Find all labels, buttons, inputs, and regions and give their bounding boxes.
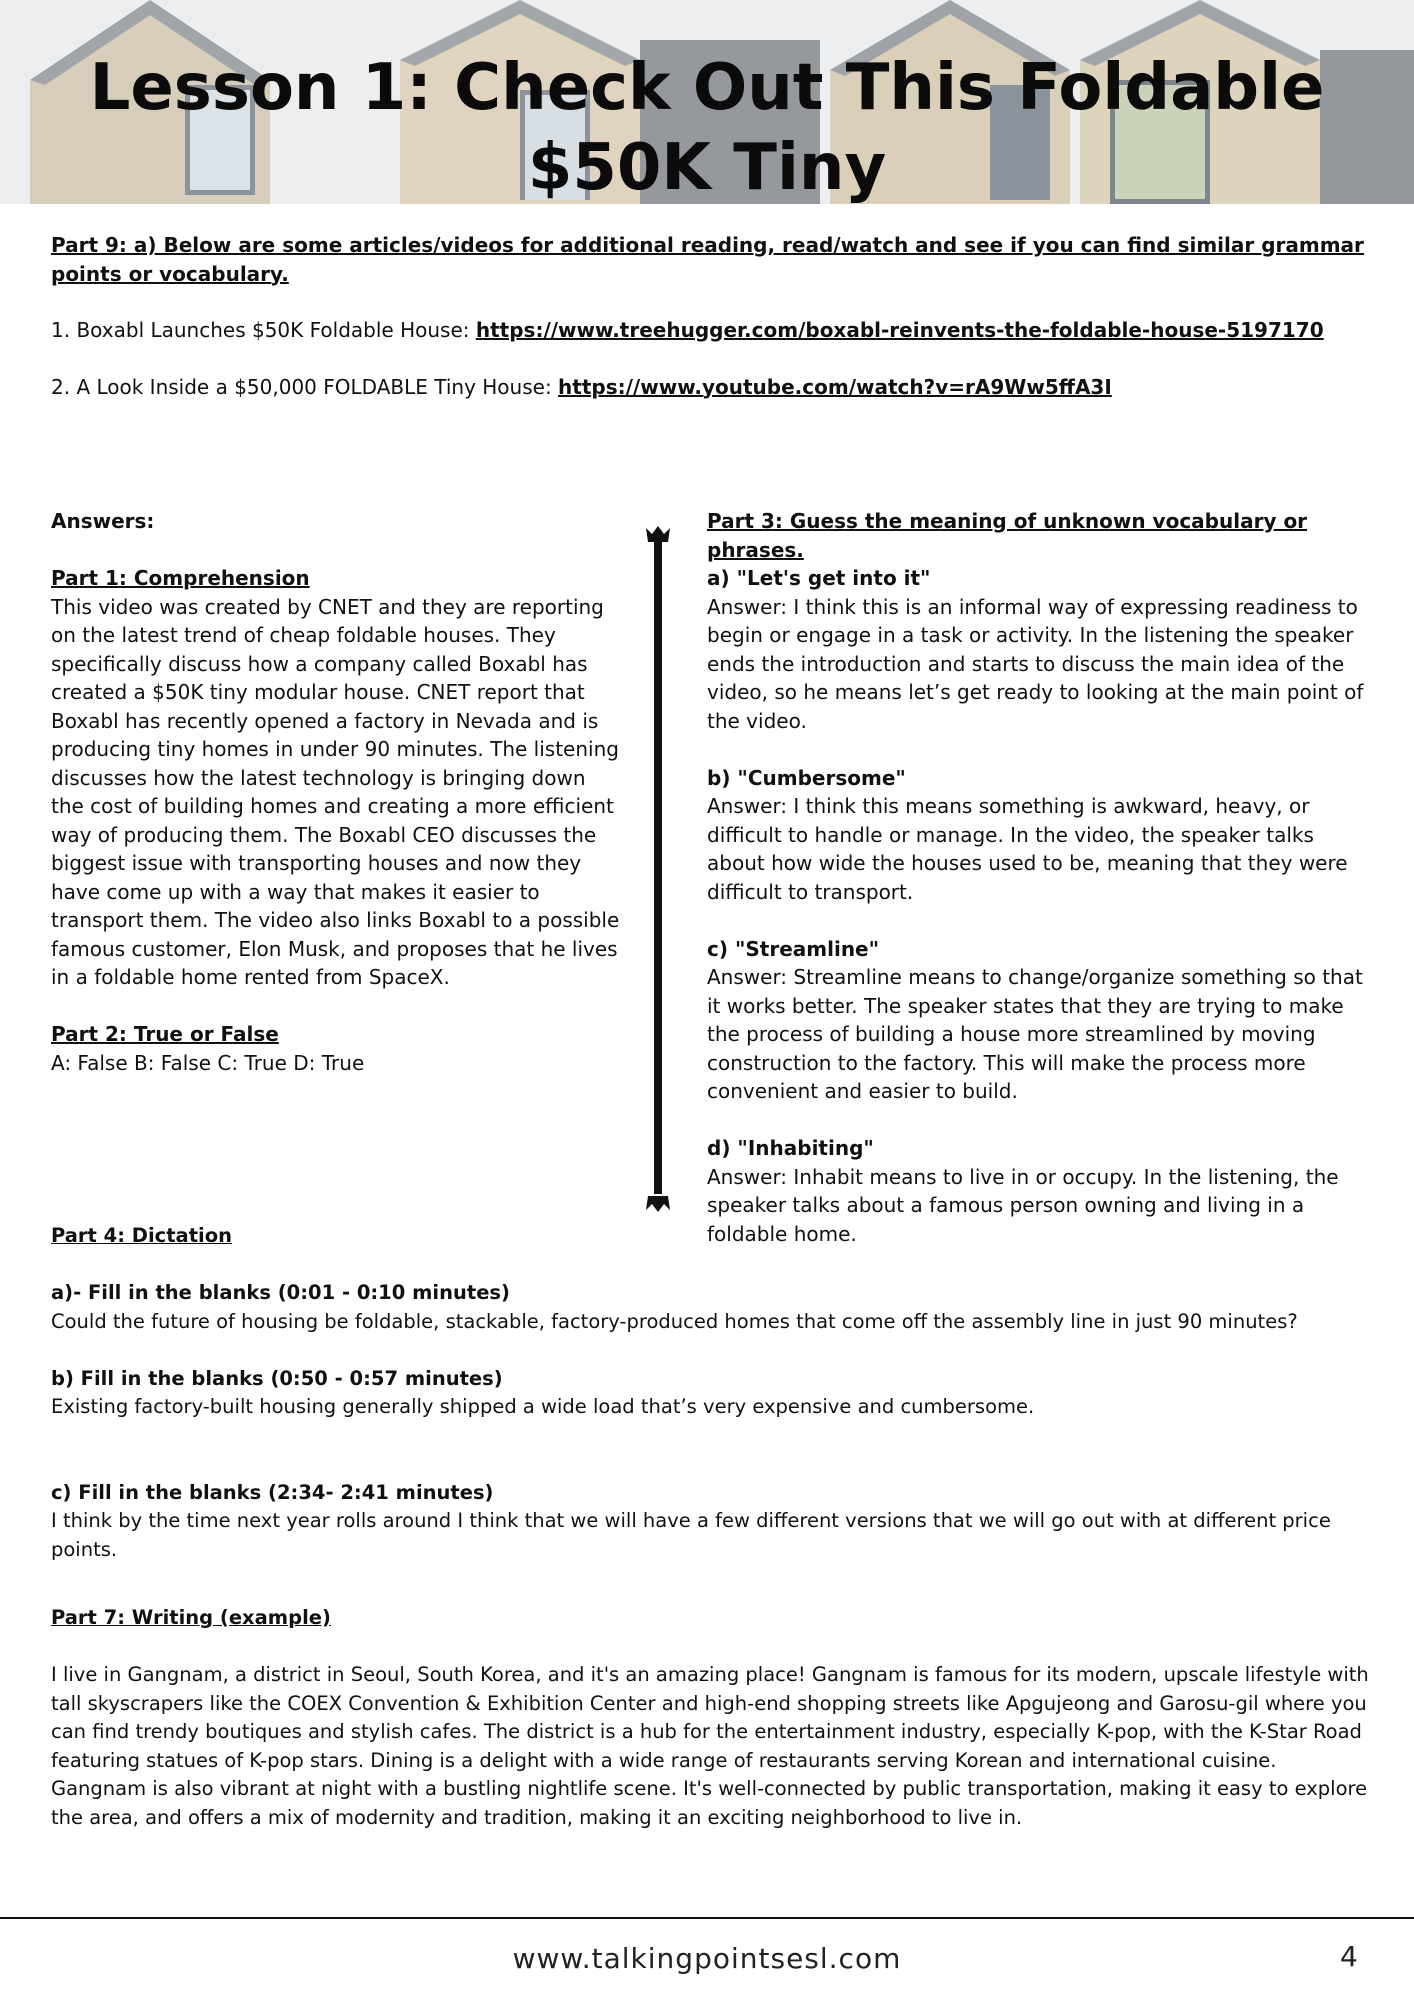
- part7-heading: Part 7: Writing (example): [51, 1606, 331, 1629]
- part7-text: I live in Gangnam, a district in Seoul, South Korea, and it's an amazing place! Gangnam is famous for its modern, upscale lifestyle with tall skyscrapers like the COEX Convention & Exhibition Center and high-end shopping streets like Apgujeong and Garosu-gil where you can find trendy boutiques and stylish cafes. The district is a hub for the entertainment industry, especially K-pop, with the K-Star Road featuring statues of K-pop stars. Dining is a delight with a wide range of restaurants serving Korean and international cuisine. Gangnam is also vibrant at night with a bustling nightlife scene. It's well-connected by public transportation, making it easy to explore the area, and offers a mix of modernity and tradition, making it an exciting neighborhood to live in.: [51, 1663, 1369, 1829]
- part9-item-1: [51, 316, 1371, 345]
- part1-text: This video was created by CNET and they are reporting on the latest trend of cheap foldable houses. They specifically discuss how a company called Boxabl has created a $50K tiny modular house. CNET report that Boxabl has recently opened a factory in Nevada and is producing tiny homes in under 90 minutes. The listening discusses how the latest technology is bringing down the cost of building homes and creating a more efficient way of producing them. The Boxabl CEO discusses the biggest issue with transporting houses and now they have come up with a way that makes it easier to transport them. The video also links Boxabl to a possible famous customer, Elon Musk, and proposes that he lives in a foldable home rented from SpaceX.: [51, 594, 620, 989]
- part3-answer-c: Answer: Streamline means to change/organize something so that it works better. The speaker states that they are trying to make the process of building a house more streamlined by moving construction to the factory. This will make the process more convenient and easier to build.: [707, 965, 1363, 1103]
- treehugger-link[interactable]: https://www.treehugger.com/boxabl-reinvents-the-foldable-house-5197170: [475, 318, 1324, 342]
- part2-text: A: False B: False C: True D: True: [51, 1050, 365, 1075]
- header-banner: [0, 0, 1414, 204]
- part3-term-a: a) "Let's get into it": [707, 566, 931, 590]
- answers-left-column: [51, 507, 621, 1077]
- part9-section: [51, 231, 1371, 401]
- part4-text-b: Existing factory-built housing generally shipped a wide load that’s very expensive and cumbersome.: [51, 1395, 1035, 1418]
- part3-heading: Part 3: Guess the meaning of unknown vocabulary or phrases.: [707, 509, 1308, 562]
- part4-label-c: c) Fill in the blanks (2:34- 2:41 minutes): [51, 1480, 494, 1504]
- part4-text-a: Could the future of housing be foldable, stackable, factory-produced homes that come off the assembly line in just 90 minutes?: [51, 1309, 1298, 1333]
- title-line-1: Lesson 1: Check Out This Foldable $50K Tiny: [89, 51, 1325, 204]
- part4-label-b: b) Fill in the blanks (0:50 - 0:57 minutes): [51, 1366, 503, 1390]
- part9-item-2: [51, 373, 1371, 402]
- answers-label: Answers:: [51, 509, 155, 533]
- part4-section: [51, 1222, 1371, 1564]
- part3-column: [707, 507, 1371, 1248]
- part4-label-a: a)- Fill in the blanks (0:01 - 0:10 minutes): [51, 1281, 510, 1304]
- page-number: 4: [1340, 1940, 1358, 1973]
- part7-section: [51, 1604, 1371, 1832]
- footer-divider: [0, 1917, 1414, 1919]
- part9-item-2-label: 2. A Look Inside a $50,000 FOLDABLE Tiny House:: [51, 374, 559, 399]
- part9-heading: Part 9: a) Below are some articles/videos for additional reading, read/watch and see if you can find similar grammar points or vocabulary.: [51, 233, 1364, 286]
- footer-url[interactable]: www.talkingpointsesl.com: [512, 1942, 902, 1975]
- page-title: [20, 48, 1394, 204]
- column-divider: [643, 526, 673, 1212]
- part3-answer-d: Answer: Inhabit means to live in or occupy. In the listening, the speaker talks about a famous person owning and living in a foldable home.: [707, 1164, 1339, 1246]
- part3-answer-a: Answer: I think this is an informal way of expressing readiness to begin or engage in a task or activity. In the listening the speaker ends the introduction and starts to discuss the main idea of the video, so he means let’s get ready to looking at the main point of the video.: [707, 594, 1364, 733]
- part3-term-b: b) "Cumbersome": [707, 765, 906, 790]
- part4-text-c: I think by the time next year rolls around I think that we will have a few different versions that we will go out with at different price points.: [51, 1509, 1331, 1561]
- part3-answer-b: Answer: I think this means something is awkward, heavy, or difficult to handle or manage. In the video, the speaker talks about how wide the houses used to be, meaning that they were difficult to transport.: [707, 794, 1348, 904]
- part3-term-c: c) "Streamline": [707, 936, 880, 961]
- part2-heading: Part 2: True or False: [51, 1022, 279, 1046]
- part3-term-d: d) "Inhabiting": [707, 1136, 874, 1160]
- youtube-link[interactable]: https://www.youtube.com/watch?v=rA9Ww5ffA3I: [558, 374, 1112, 399]
- part4-heading: Part 4: Dictation: [51, 1224, 233, 1247]
- part1-heading: Part 1: Comprehension: [51, 566, 310, 590]
- part9-item-1-label: 1. Boxabl Launches $50K Foldable House:: [51, 318, 476, 342]
